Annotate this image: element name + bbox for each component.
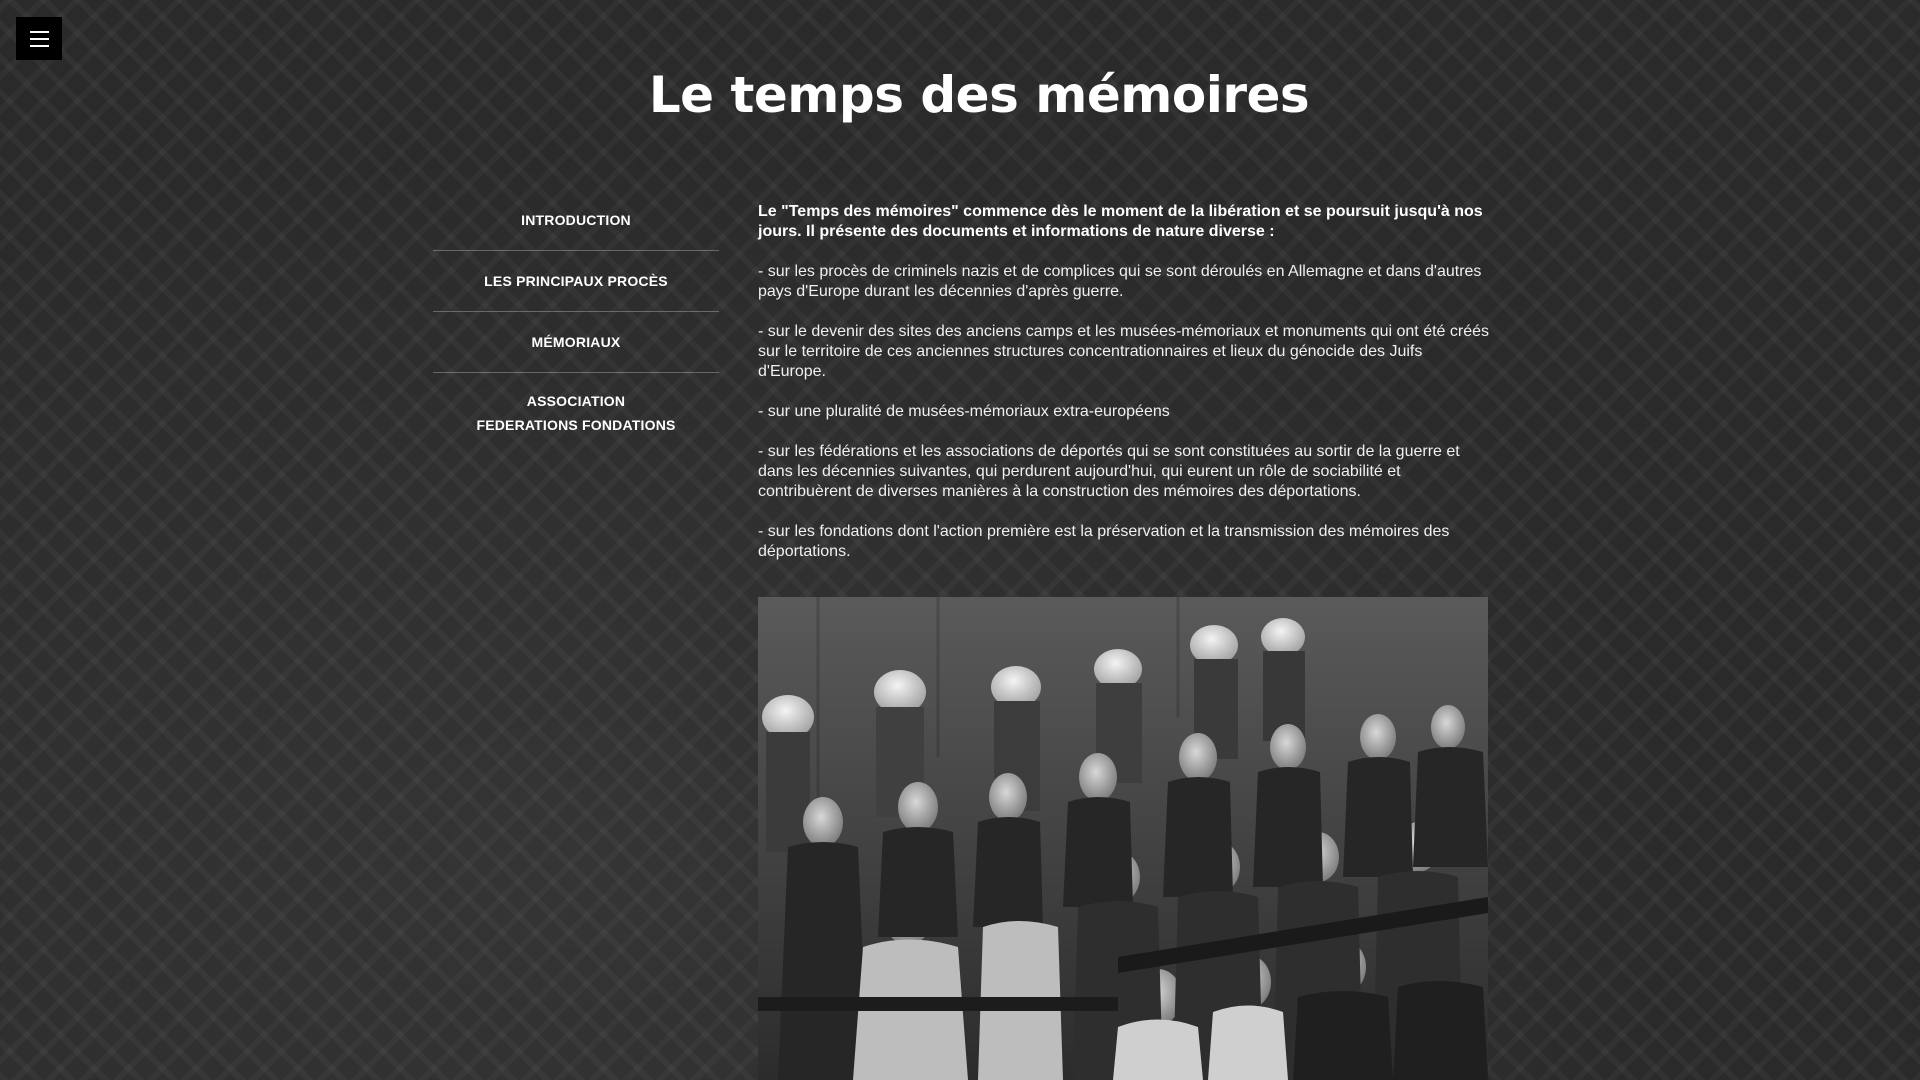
list-item: - sur une pluralité de musées-mémoriaux extra-européens [758,403,1170,420]
sidebar-item-label: LES PRINCIPAUX PROCÈS [484,273,668,289]
sidebar-item-label: MÉMORIAUX [531,334,621,350]
trial-photograph [758,597,1488,1080]
list-item: - sur les fondations dont l'action première est la préservation et la transmission des mémoires des déportations. [758,523,1450,560]
list-item: - sur les procès de criminels nazis et de complices qui se sont déroulés en Allemagne et dans d'autres pays d'Europe durant les décennies d'après guerre. [758,263,1482,300]
sidebar-nav [433,190,719,453]
hamburger-menu-icon [30,31,49,33]
menu-button[interactable] [16,17,62,60]
trial-photograph-image [758,597,1488,1080]
sidebar-item-principaux-proces[interactable] [433,251,719,312]
intro-text: Le "Temps des mémoires" commence dès le moment de la libération et se poursuit jusqu'à nos jours. Il présente des documents et informations de nature diverse : [758,203,1483,240]
sidebar-item-label: ASSOCIATION [526,393,626,409]
list-item: - sur le devenir des sites des anciens camps et les musées-mémoriaux et monuments qui ont été créés sur le territoire de ces anciennes structures concentrationnaires et lieux du génocide des Juifs d'Europe. [758,323,1489,380]
page-title: Le temps des mémoires [648,66,1310,124]
sidebar-item-association[interactable] [433,373,719,453]
list-item: - sur les fédérations et les associations de déportés qui se sont constituées au sortir de la guerre et dans les décennies suivantes, qui perdurent aujourd'hui, qui eurent un rôle de sociabilité et contribuèrent de diverses manières à la construction des mémoires des déportations. [758,443,1460,500]
sidebar-item-label: FEDERATIONS FONDATIONS [476,417,676,433]
sidebar-item-memoriaux[interactable] [433,312,719,373]
sidebar-item-label: INTRODUCTION [521,212,631,228]
main-content [758,202,1493,582]
sidebar-item-introduction[interactable] [433,190,719,251]
